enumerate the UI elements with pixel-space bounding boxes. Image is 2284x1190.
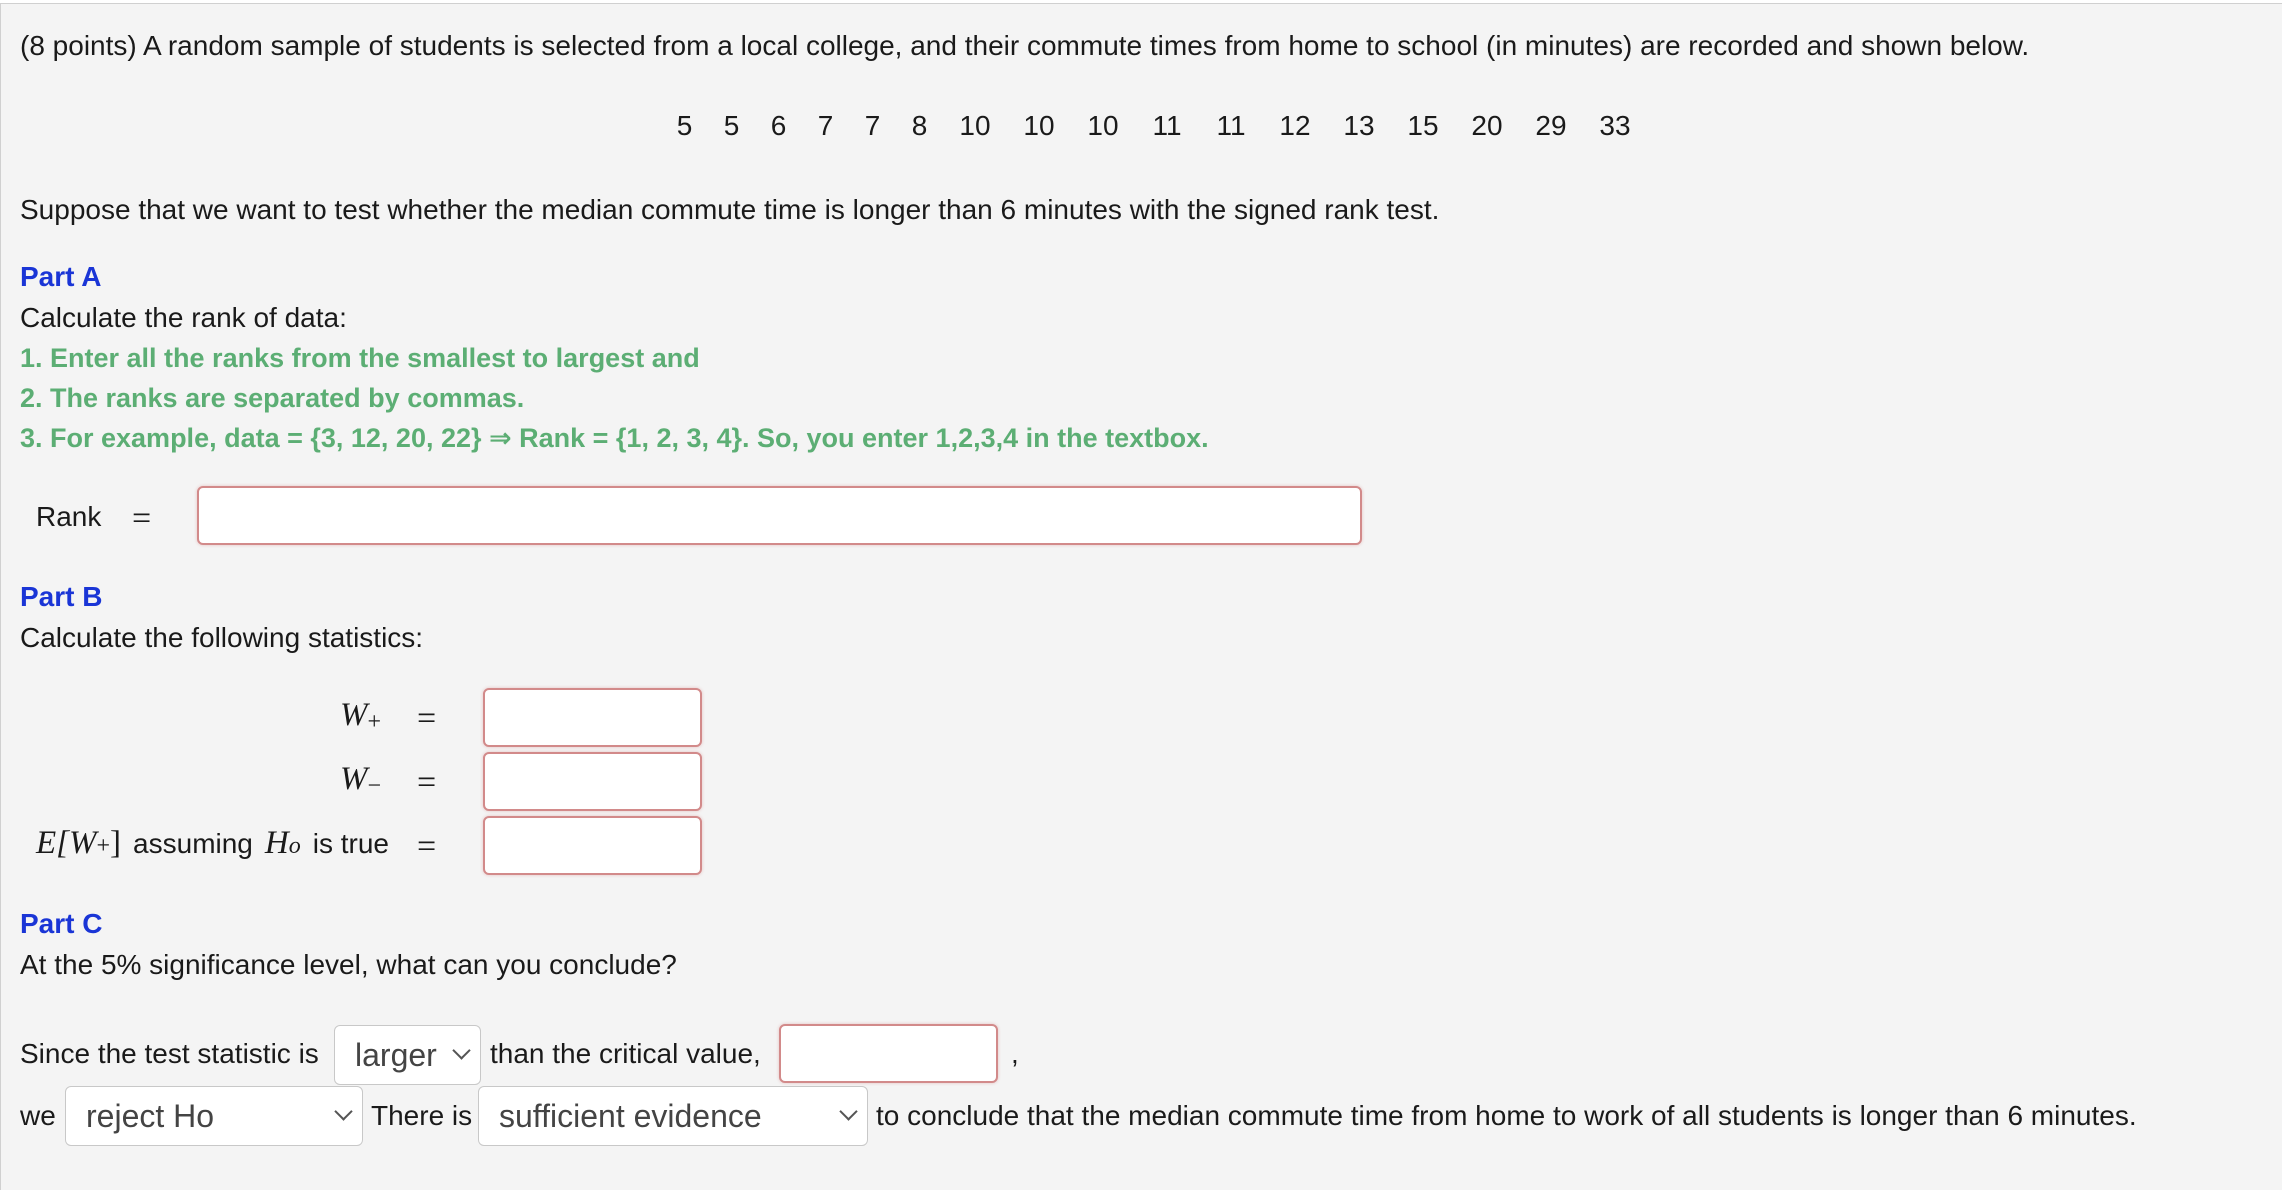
expected-equals: = bbox=[417, 828, 437, 865]
data-value: 5 bbox=[676, 110, 693, 141]
w-minus-label: $W_-$ bbox=[340, 761, 382, 800]
w-plus-label: $W_+$ bbox=[340, 697, 382, 736]
comma-text: , bbox=[1011, 1038, 1019, 1069]
part-a-title: Part A bbox=[20, 261, 102, 292]
conclusion-text: to conclude that the median commute time from home to work of all students is longer than 6 minutes. bbox=[876, 1100, 2137, 1131]
decision-selected-value: reject Ho bbox=[86, 1098, 215, 1134]
data-value: 7 bbox=[864, 110, 881, 141]
data-value: 13 bbox=[1343, 110, 1375, 141]
part-c-title: Part C bbox=[20, 908, 103, 939]
data-value: 20 bbox=[1471, 110, 1503, 141]
data-value: 5 bbox=[723, 110, 740, 141]
part-b-title: Part B bbox=[20, 581, 103, 612]
hypothesis-text: Suppose that we want to test whether the median commute time is longer than 6 minutes with the signed rank test. bbox=[20, 194, 1440, 225]
there-is-text: There is bbox=[371, 1100, 473, 1131]
part-a-rule-1: 1. Enter all the ranks from the smallest to largest and bbox=[20, 343, 700, 373]
data-value: 11 bbox=[1216, 110, 1246, 141]
data-value: 8 bbox=[911, 110, 928, 141]
compare-selected-value: larger bbox=[355, 1037, 437, 1073]
data-value: 6 bbox=[770, 110, 787, 141]
expected-w-plus-input[interactable] bbox=[483, 816, 702, 875]
since-text: Since the test statistic is bbox=[20, 1038, 319, 1069]
question-intro: (8 points) A random sample of students is selected from a local college, and their commute times from home to school (in minutes) are recorded and shown below. bbox=[20, 30, 2030, 61]
we-text: we bbox=[20, 1100, 56, 1131]
data-value: 15 bbox=[1407, 110, 1439, 141]
chevron-down-icon bbox=[839, 1102, 857, 1120]
evidence-selected-value: sufficient evidence bbox=[499, 1098, 762, 1134]
part-b-instruction: Calculate the following statistics: bbox=[20, 622, 424, 653]
part-c-instruction: At the 5% significance level, what can you conclude? bbox=[20, 949, 677, 980]
data-value: 12 bbox=[1279, 110, 1311, 141]
w-plus-equals: = bbox=[417, 700, 437, 737]
rank-input[interactable] bbox=[197, 486, 1362, 545]
compare-select[interactable] bbox=[334, 1025, 481, 1085]
part-a-rule-3: 3. For example, data = {3, 12, 20, 22} ⇒ Rank = {1, 2, 3, 4}. So, you enter 1,2,3,4 in the textbox. bbox=[20, 423, 1209, 453]
w-minus-equals: = bbox=[417, 764, 437, 801]
part-a-instruction: Calculate the rank of data: bbox=[20, 302, 347, 333]
decision-select[interactable] bbox=[65, 1086, 363, 1146]
w-minus-input[interactable] bbox=[483, 752, 702, 811]
data-value: 29 bbox=[1535, 110, 1567, 141]
data-values-row bbox=[661, 110, 1647, 142]
evidence-select[interactable] bbox=[478, 1086, 868, 1146]
data-value: 11 bbox=[1152, 110, 1182, 141]
data-value: 7 bbox=[817, 110, 834, 141]
data-value: 10 bbox=[1023, 110, 1055, 141]
question-panel bbox=[0, 3, 2282, 1190]
rank-label: Rank bbox=[36, 501, 102, 532]
expected-w-plus-label: E[W + ] assuming H o is true bbox=[36, 825, 389, 861]
chevron-down-icon bbox=[452, 1041, 470, 1059]
data-value: 10 bbox=[1087, 110, 1119, 141]
data-value: 10 bbox=[959, 110, 991, 141]
critical-value-input[interactable] bbox=[779, 1024, 998, 1083]
rank-equals: = bbox=[132, 500, 152, 537]
than-critical-text: than the critical value, bbox=[490, 1038, 761, 1069]
chevron-down-icon bbox=[334, 1102, 352, 1120]
data-value: 33 bbox=[1599, 110, 1631, 141]
w-plus-input[interactable] bbox=[483, 688, 702, 747]
part-a-rule-2: 2. The ranks are separated by commas. bbox=[20, 383, 525, 413]
